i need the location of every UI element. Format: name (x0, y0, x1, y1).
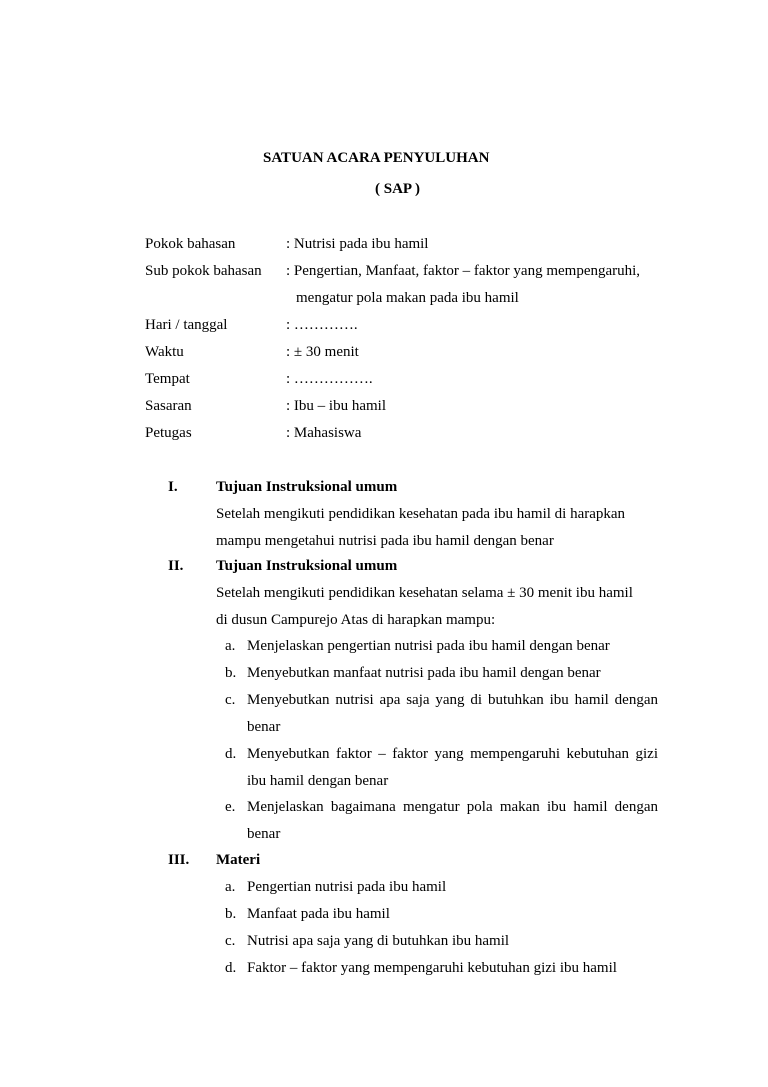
section-2-body-line-2: di dusun Campurejo Atas di harapkan mampu: (216, 612, 496, 628)
info-value-pokok: : Nutrisi pada ibu hamil (286, 236, 429, 252)
info-value-waktu: : ± 30 menit (286, 344, 359, 360)
section-3-item-b-letter: b. (225, 906, 237, 922)
section-2-item-c-letter: c. (225, 692, 236, 708)
section-1-heading: Tujuan Instruksional umum (216, 479, 398, 495)
info-label-sub-pokok: Sub pokok bahasan (145, 263, 262, 279)
section-2-item-c-line-2: benar (247, 719, 281, 735)
section-1-numeral: I. (168, 479, 178, 495)
section-2-numeral: II. (168, 558, 184, 574)
section-2-body-line-1: Setelah mengikuti pendidikan kesehatan selama ± 30 menit ibu hamil (216, 585, 633, 601)
info-value-hari: : …………. (286, 317, 358, 333)
section-2-item-e-line-1: Menjelaskan bagaimana mengatur pola makan ibu hamil dengan (247, 799, 658, 815)
section-3-item-d: Faktor – faktor yang mempengaruhi kebutuhan gizi ibu hamil (247, 960, 617, 976)
info-value-sasaran: : Ibu – ibu hamil (286, 398, 386, 414)
info-value-petugas: : Mahasiswa (286, 425, 362, 441)
section-1-body-line-1: Setelah mengikuti pendidikan kesehatan pada ibu hamil di harapkan (216, 506, 626, 522)
info-label-hari: Hari / tanggal (145, 317, 228, 333)
info-value-sub-pokok: : Pengertian, Manfaat, faktor – faktor yang mempengaruhi, (286, 263, 641, 279)
section-3-numeral: III. (168, 852, 190, 868)
document-title: SATUAN ACARA PENYULUHAN (263, 150, 490, 166)
section-2-heading: Tujuan Instruksional umum (216, 558, 398, 574)
section-3-heading: Materi (216, 852, 261, 868)
section-2-item-d-letter: d. (225, 746, 237, 762)
section-3-item-a: Pengertian nutrisi pada ibu hamil (247, 879, 447, 895)
section-2-item-c-line-1: Menyebutkan nutrisi apa saja yang di butuhkan ibu hamil dengan (247, 692, 658, 708)
info-label-petugas: Petugas (145, 425, 192, 441)
section-2-item-b: Menyebutkan manfaat nutrisi pada ibu hamil dengan benar (247, 665, 601, 681)
section-2-item-b-letter: b. (225, 665, 237, 681)
section-2-item-e-letter: e. (225, 799, 236, 815)
section-2-item-e-line-2: benar (247, 826, 281, 842)
section-3-item-c: Nutrisi apa saja yang di butuhkan ibu hamil (247, 933, 510, 949)
info-label-tempat: Tempat (145, 371, 190, 387)
section-3-item-d-letter: d. (225, 960, 237, 976)
info-value-sub-pokok-cont: mengatur pola makan pada ibu hamil (296, 290, 519, 306)
info-value-tempat: : ……………. (286, 371, 373, 387)
section-2-item-d-line-1: Menyebutkan faktor – faktor yang mempengaruhi kebutuhan gizi (247, 746, 658, 762)
section-3-item-a-letter: a. (225, 879, 236, 895)
section-3-item-b: Manfaat pada ibu hamil (247, 906, 390, 922)
section-3-item-c-letter: c. (225, 933, 236, 949)
section-2-item-d-line-2: ibu hamil dengan benar (247, 773, 389, 789)
section-2-item-a: Menjelaskan pengertian nutrisi pada ibu hamil dengan benar (247, 638, 610, 654)
info-label-pokok: Pokok bahasan (145, 236, 236, 252)
info-label-sasaran: Sasaran (145, 398, 192, 414)
document-subtitle: ( SAP ) (375, 181, 420, 197)
section-1-body-line-2: mampu mengetahui nutrisi pada ibu hamil dengan benar (216, 533, 554, 549)
info-label-waktu: Waktu (145, 344, 184, 360)
section-2-item-a-letter: a. (225, 638, 236, 654)
